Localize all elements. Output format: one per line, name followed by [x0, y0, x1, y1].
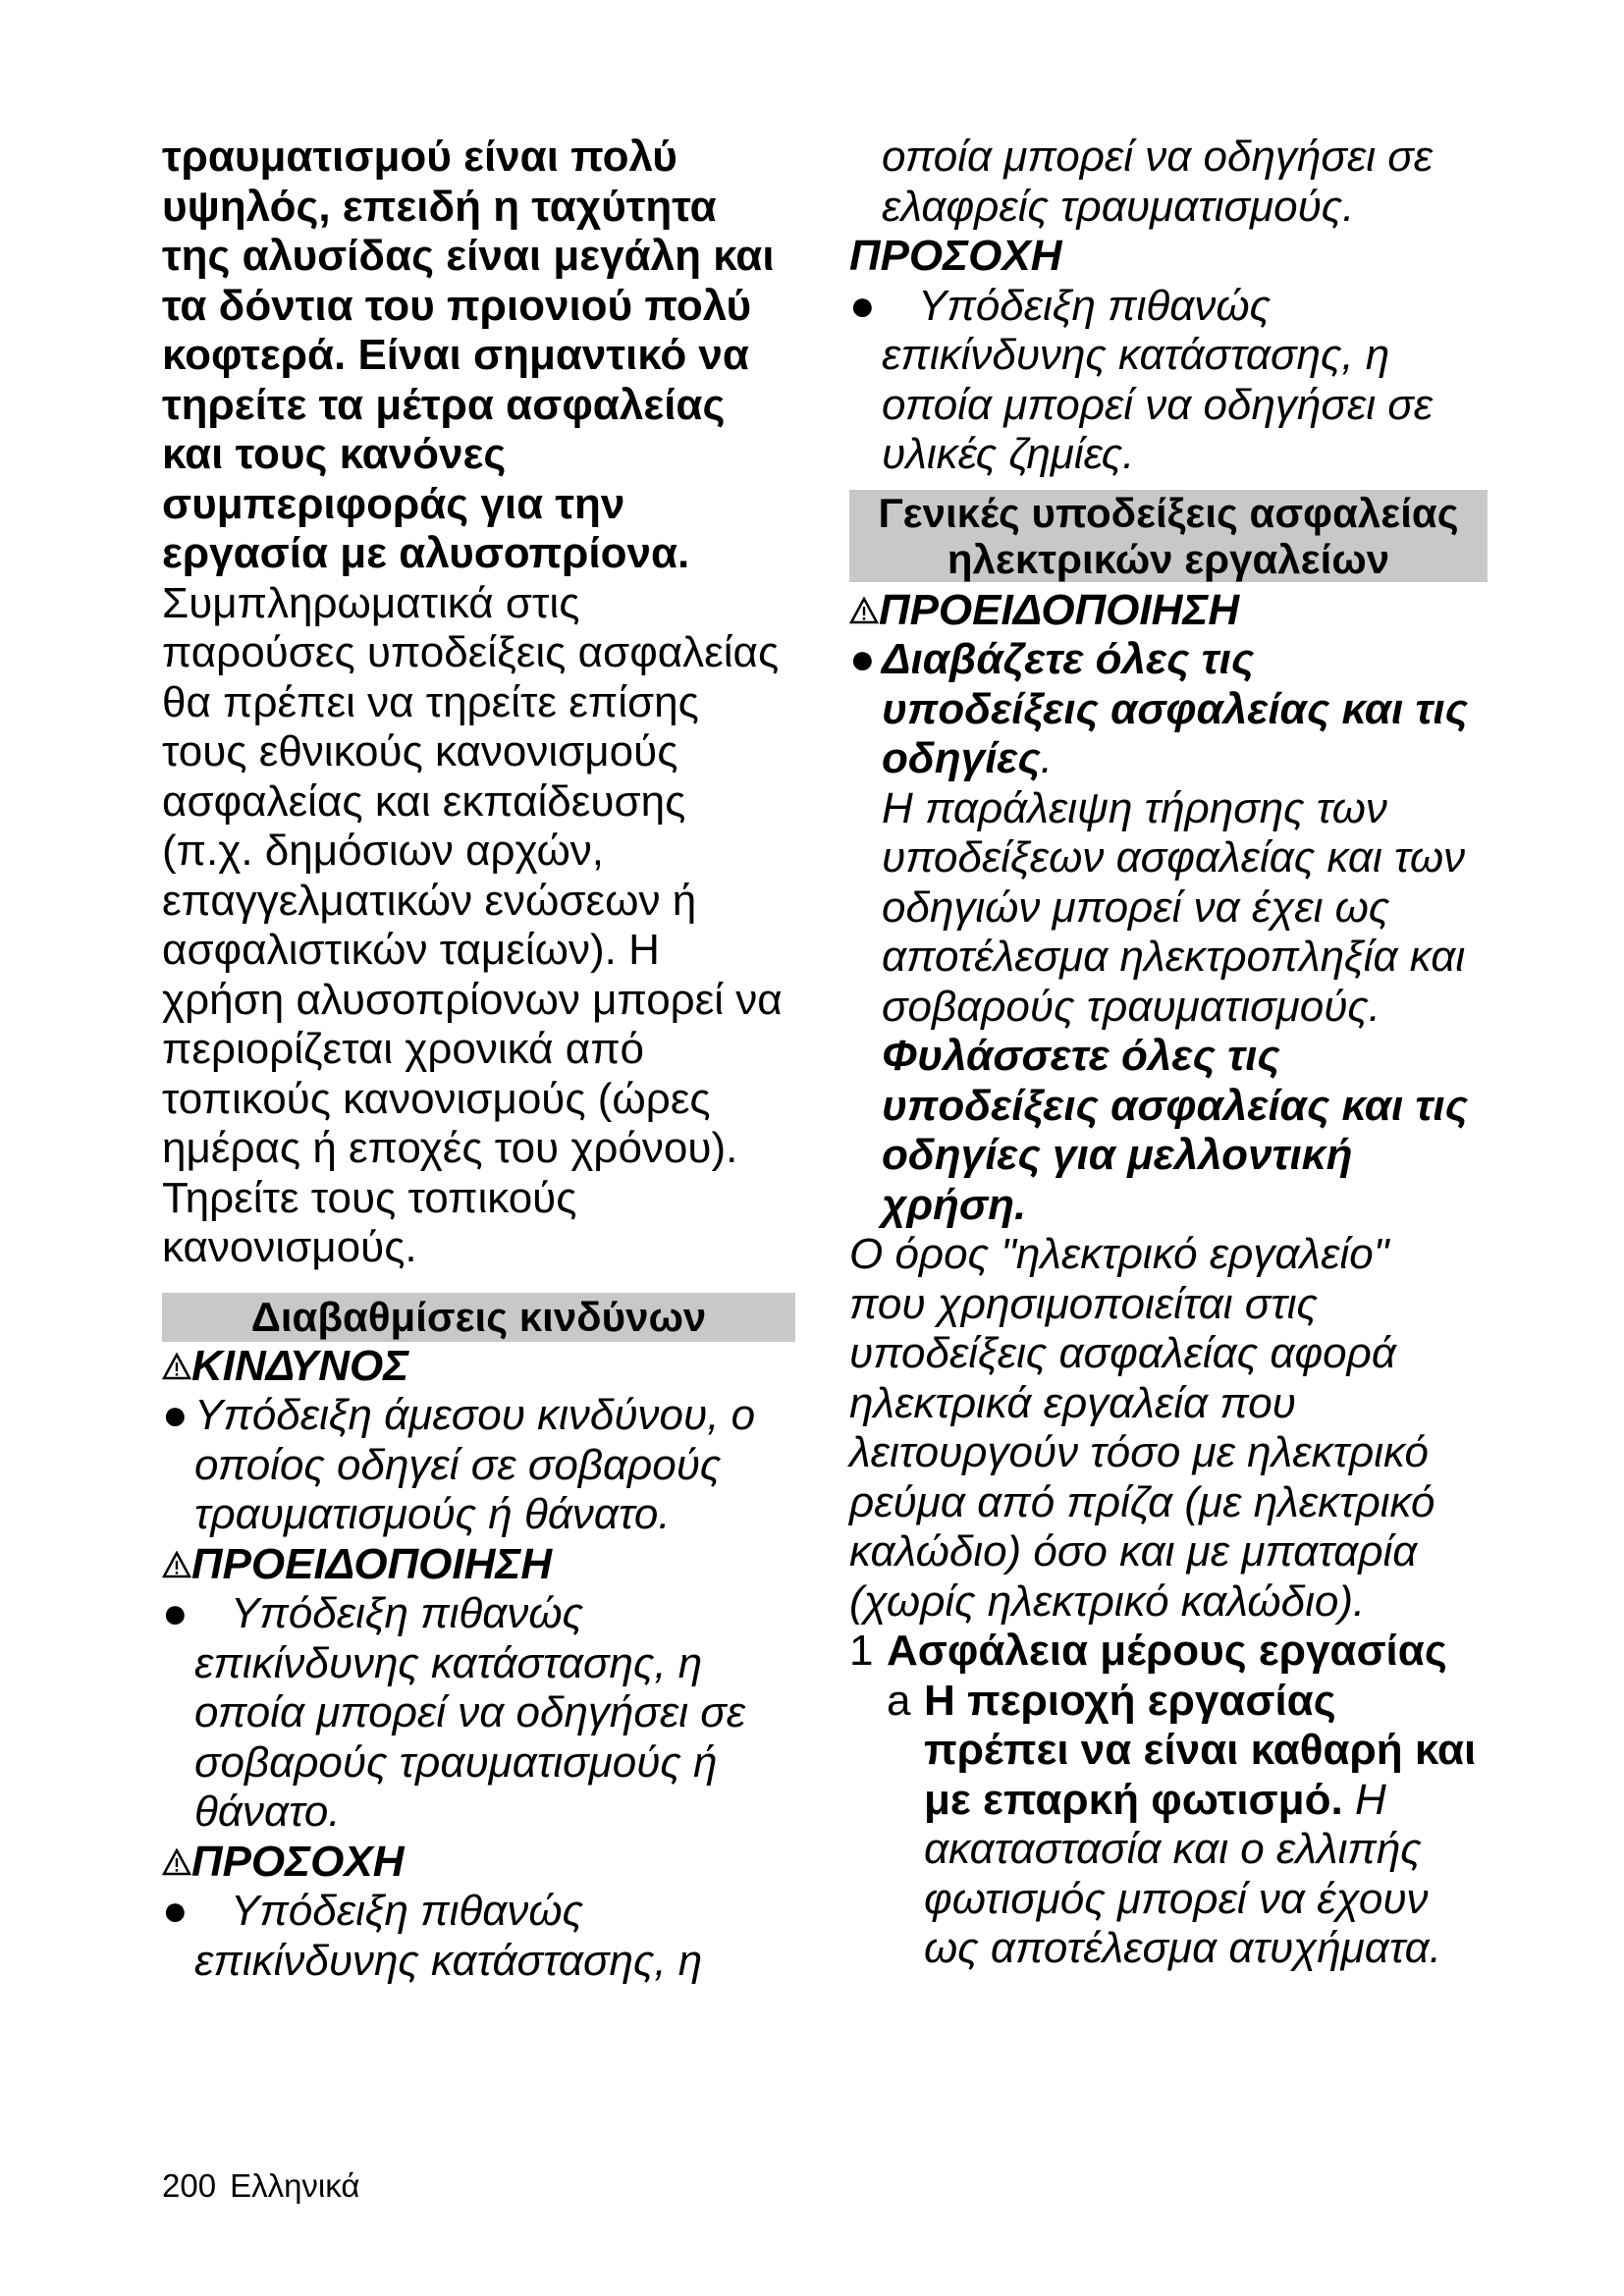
read-explain-line: σοβαρούς τραυματισμούς.: [882, 982, 1381, 1031]
text-line: κοφτερά. Είναι σημαντικό να: [162, 331, 749, 379]
read-text: οδηγίες: [882, 734, 1041, 782]
item-a-text: Η περιοχή εργασίας: [924, 1676, 1336, 1725]
warning-block: [162, 1540, 795, 1838]
text-line: συμπεριφοράς για την: [162, 479, 625, 528]
keep-line: χρήση.: [882, 1180, 1027, 1229]
danger-line: οποίος οδηγεί σε σοβαρούς: [194, 1440, 722, 1489]
text-line: (χωρίς ηλεκτρικό καλώδιο).: [849, 1576, 1366, 1626]
text-line: τα δόντια του πριονιού πολύ: [162, 281, 752, 330]
section-title: Ασφάλεια μέρους εργασίας: [887, 1627, 1447, 1675]
bullet-icon: ●: [162, 1887, 189, 1935]
warning-line: επικίνδυνης κατάστασης, η: [194, 1638, 703, 1687]
read-text: Διαβάζετε όλες τις: [882, 635, 1255, 683]
read-explain-line: Η παράλειψη τήρησης των: [882, 783, 1387, 832]
text-line: λειτουργούν τόσο με ηλεκτρικό: [849, 1428, 1429, 1476]
warning-triangle-icon: [162, 1848, 191, 1876]
term-definition-paragraph: [849, 1230, 1488, 1627]
read-explain-line: υποδείξεων ασφαλείας και των: [882, 833, 1466, 881]
text-line: Ο όρος "ηλεκτρικό εργαλείο": [849, 1230, 1389, 1278]
keep-line: οδηγίες για μελλοντική: [882, 1131, 1353, 1179]
section-1-work-area-safety: [849, 1627, 1488, 1974]
danger-label: ΚΙΝΔΥΝΟΣ: [191, 1341, 409, 1390]
text-line: οποία μπορεί να οδηγήσει σε: [882, 133, 1434, 181]
text-line: θα πρέπει να τηρείτε επίσης: [162, 677, 699, 726]
text-line: ελαφρείς τραυματισμούς.: [882, 182, 1355, 231]
item-a-line: ως αποτέλεσμα ατυχήματα.: [924, 1924, 1441, 1972]
item-a-text: με επαρκή φωτισμό: [924, 1775, 1331, 1824]
warning-label-line: [849, 586, 1488, 636]
text-line: τοπικούς κανονισμούς (ώρες: [162, 1074, 711, 1123]
danger-block: [162, 1342, 795, 1540]
text-line: ημέρας ή εποχές του χρόνου).: [162, 1124, 738, 1172]
read-line: υποδείξεις ασφαλείας και τις: [882, 684, 1469, 733]
general-warning-block: [849, 586, 1488, 1231]
bullet-icon: ●: [849, 635, 876, 683]
warning-label: ΠΡΟΕΙΔΟΠΟΙΗΣΗ: [191, 1539, 553, 1588]
text-line: τους εθνικούς κανονισμούς: [162, 727, 678, 775]
notice-label: ΠΡΟΣΟΧΗ: [849, 232, 1062, 280]
caution-label: ΠΡΟΣΟΧΗ: [191, 1837, 405, 1886]
section-number: 1: [849, 1627, 874, 1675]
text-line: υψηλός, επειδή η ταχύτητα: [162, 182, 717, 231]
left-column: [162, 133, 795, 1986]
caution-label-line: [162, 1838, 795, 1888]
item-a-line: φωτισμός μπορεί να έχουν: [924, 1874, 1429, 1923]
text-line: παρούσες υποδείξεις ασφαλείας: [162, 628, 780, 676]
bullet-icon: ●: [849, 281, 876, 330]
caution-line: [162, 1887, 795, 1937]
item-letter: a: [887, 1676, 911, 1725]
text-line: χρήση αλυσοπρίονων μπορεί να: [162, 975, 783, 1024]
text-line: που χρησιμοποιείται στις: [849, 1279, 1318, 1328]
text-line: περιορίζεται χρονικά από: [162, 1025, 645, 1073]
footer-language: Ελληνικά: [230, 2167, 360, 2204]
warning-label: ΠΡΟΕΙΔΟΠΟΙΗΣΗ: [879, 585, 1240, 634]
item-a-period: .: [1330, 1775, 1343, 1824]
caution-text: Υπόδειξη πιθανώς: [231, 1887, 584, 1935]
text-line: ασφαλείας και εκπαίδευσης: [162, 776, 686, 826]
bullet-icon: ●: [162, 1589, 189, 1637]
notice-block: [849, 232, 1488, 480]
text-line: εργασία με αλυσοπρίονα.: [162, 529, 690, 577]
danger-text: Υπόδειξη άμεσου κινδύνου, ο: [194, 1391, 756, 1439]
warning-text: Υπόδειξη πιθανώς: [231, 1589, 584, 1637]
bullet-icon: ●: [162, 1391, 189, 1439]
text-line: κανονισμούς.: [162, 1223, 417, 1271]
text-line: ασφαλιστικών ταμείων). Η: [162, 926, 660, 974]
caution-line: επικίνδυνης κατάστασης, η: [194, 1936, 703, 1985]
text-line: Συμπληρωματικά στις: [162, 578, 580, 627]
warning-label-line: [162, 1540, 795, 1590]
warning-line: [162, 1589, 795, 1639]
item-a-line: [849, 1677, 1488, 1727]
item-a-line: ακαταστασία και ο ελλιπής: [924, 1825, 1422, 1873]
read-explain-line: αποτέλεσμα ηλεκτροπληξία και: [882, 933, 1466, 981]
danger-line: [162, 1391, 795, 1441]
section-1-title: [849, 1627, 1488, 1677]
page-number: 200: [162, 2167, 217, 2204]
text-line: καλώδιο) όσο και με μπαταρία: [849, 1527, 1418, 1575]
heading-line: Γενικές υποδείξεις ασφαλείας: [878, 489, 1459, 536]
text-line: επαγγελματικών ενώσεων ή: [162, 876, 697, 925]
section-heading-hazard-levels: Διαβαθμίσεις κινδύνων: [162, 1293, 795, 1342]
right-column: [849, 133, 1488, 1974]
keep-line: υποδείξεις ασφαλείας και τις: [882, 1081, 1469, 1130]
read-line: [849, 635, 1488, 685]
page-footer: [162, 2167, 373, 2205]
warning-line: σοβαρούς τραυματισμούς ή: [194, 1737, 718, 1787]
text-line: τραυματισμού είναι πολύ: [162, 133, 677, 181]
notice-line: επικίνδυνης κατάστασης, η: [882, 331, 1390, 379]
notice-line: υλικές ζημίες.: [882, 430, 1135, 478]
text-line: και τους κανόνες: [162, 430, 507, 478]
text-line: υποδείξεις ασφαλείας αφορά: [849, 1329, 1396, 1377]
intro-bold-paragraph: [162, 133, 795, 579]
danger-line: τραυματισμούς ή θάνατο.: [194, 1490, 671, 1538]
item-a-line: πρέπει να είναι καθαρή και: [924, 1726, 1477, 1774]
notice-line: οποία μπορεί να οδηγήσει σε: [882, 380, 1434, 429]
warning-line: οποία μπορεί να οδηγήσει σε: [194, 1688, 746, 1736]
read-period: .: [1040, 734, 1054, 782]
notice-line: [849, 282, 1488, 332]
caution-block: [162, 1838, 795, 1987]
text-line: ρεύμα από πρίζα (με ηλεκτρικό: [849, 1477, 1435, 1526]
warning-triangle-icon: [162, 1353, 191, 1380]
keep-line: Φυλάσσετε όλες τις: [882, 1032, 1280, 1080]
notice-text: Υπόδειξη πιθανώς: [918, 281, 1272, 330]
text-line: Τηρείτε τους τοπικούς: [162, 1173, 577, 1222]
caution-continued: [849, 133, 1488, 232]
text-line: ηλεκτρικά εργαλεία που: [849, 1378, 1296, 1427]
warning-triangle-icon: [849, 597, 879, 624]
read-explain-line: οδηγιών μπορεί να έχει ως: [882, 882, 1390, 932]
text-line: (π.χ. δημόσιων αρχών,: [162, 827, 605, 875]
read-line: [849, 734, 1488, 784]
warning-line: θάνατο.: [194, 1788, 341, 1836]
danger-label-line: [162, 1342, 795, 1392]
text-line: τηρείτε τα μέτρα ασφαλείας: [162, 380, 726, 429]
heading-line: ηλεκτρικών εργαλείων: [947, 535, 1390, 582]
text-line: της αλυσίδας είναι μεγάλη και: [162, 232, 775, 280]
intro-regular-paragraph: [162, 579, 795, 1273]
section-heading-general-safety: [849, 490, 1488, 582]
warning-triangle-icon: [162, 1551, 191, 1578]
item-a-italic-start: Η: [1354, 1775, 1386, 1824]
item-a-line: [849, 1776, 1488, 1826]
